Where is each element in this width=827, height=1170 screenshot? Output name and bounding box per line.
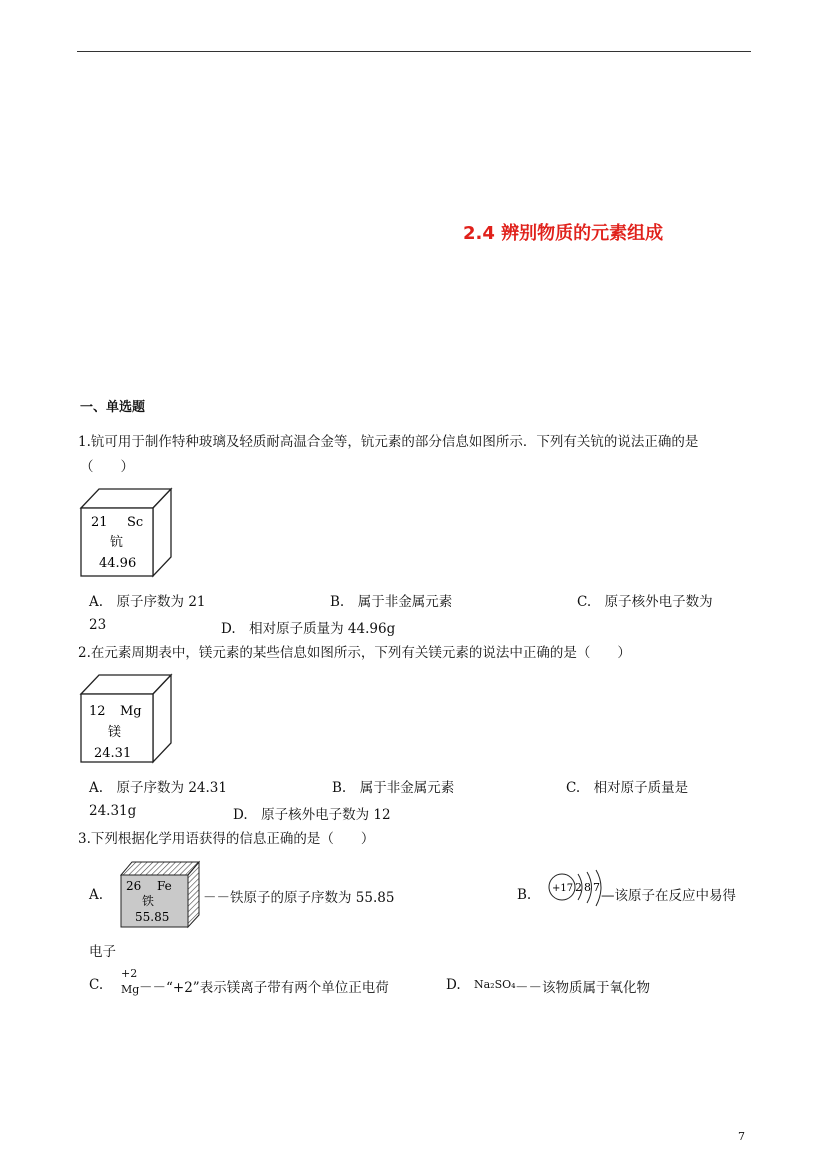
- q1-tile-name: 钪: [110, 535, 124, 550]
- q3-tile-number: 26: [126, 879, 142, 893]
- q1-tile-number: 21: [91, 515, 108, 530]
- section-heading: 一、单选题: [80, 400, 146, 415]
- q1-element-tile: [78, 486, 174, 580]
- q1-option-a[interactable]: A. 原子序数为 21: [89, 594, 206, 610]
- q3-iron-tile: [116, 859, 200, 929]
- page-number: 7: [738, 1130, 745, 1143]
- q3-option-c-text[interactable]: －－“+2”表示镁离子带有两个单位正电荷: [139, 980, 389, 996]
- nucleus-charge: +17: [552, 883, 574, 894]
- shell-1-electrons: 2: [575, 881, 582, 894]
- q3-tile-name: 铁: [142, 894, 155, 908]
- q1-option-b[interactable]: B. 属于非金属元素: [330, 594, 453, 610]
- q3-option-c-symbol: Mg: [121, 983, 140, 996]
- q3-option-c-label[interactable]: C.: [89, 977, 104, 993]
- q3-stem: 3.下列根据化学用语获得的信息正确的是（ ）: [78, 831, 375, 847]
- q3-option-a-label[interactable]: A.: [89, 887, 104, 903]
- q3-option-d-text[interactable]: －－该物质属于氧化物: [515, 980, 650, 996]
- q1-option-c[interactable]: C. 原子核外电子数为: [577, 594, 713, 610]
- q2-option-c-cont: 24.31g: [89, 803, 137, 819]
- q3-atom-structure-diagram: [546, 868, 608, 910]
- q2-stem: 2.在元素周期表中，镁元素的某些信息如图所示，下列有关镁元素的说法中正确的是（ ）: [78, 645, 631, 661]
- q2-tile-symbol: Mg: [120, 704, 142, 719]
- q3-option-c-charge: +2: [121, 967, 138, 980]
- q3-tile-mass: 55.85: [135, 910, 170, 924]
- header-rule: [77, 51, 751, 52]
- q2-option-c[interactable]: C. 相对原子质量是: [566, 780, 689, 796]
- q1-stem-line2: （ ）: [80, 459, 134, 475]
- q2-tile-number: 12: [89, 704, 106, 719]
- q2-option-a[interactable]: A. 原子序数为 24.31: [89, 780, 227, 796]
- q3-option-b-text[interactable]: —该原子在反应中易得: [601, 888, 736, 904]
- q2-option-b[interactable]: B. 属于非金属元素: [332, 780, 455, 796]
- q1-tile-mass: 44.96: [99, 556, 137, 571]
- q3-option-b-cont: 电子: [89, 944, 116, 960]
- q3-option-d-label[interactable]: D.: [446, 977, 461, 993]
- q3-option-b-label[interactable]: B.: [517, 887, 532, 903]
- q2-option-d[interactable]: D. 原子核外电子数为 12: [233, 807, 391, 823]
- shell-3-electrons: 7: [593, 881, 600, 894]
- page-title: 2.4 辨别物质的元素组成: [463, 223, 664, 244]
- q1-stem-line1: 1.钪可用于制作特种玻璃及轻质耐高温合金等，钪元素的部分信息如图所示．下列有关钪的说法正确的是: [78, 434, 699, 450]
- q3-tile-symbol: Fe: [157, 879, 172, 893]
- q3-option-d-formula: Na₂SO₄: [474, 978, 516, 991]
- q2-tile-mass: 24.31: [94, 746, 132, 761]
- q1-option-c-cont: 23: [89, 617, 107, 633]
- q3-option-a-text[interactable]: －－铁原子的原子序数为 55.85: [203, 890, 395, 906]
- q1-option-d[interactable]: D. 相对原子质量为 44.96g: [221, 621, 396, 637]
- shell-2-electrons: 8: [584, 881, 591, 894]
- q2-element-tile: [78, 672, 174, 766]
- q2-tile-name: 镁: [108, 725, 122, 740]
- q1-tile-symbol: Sc: [127, 515, 144, 530]
